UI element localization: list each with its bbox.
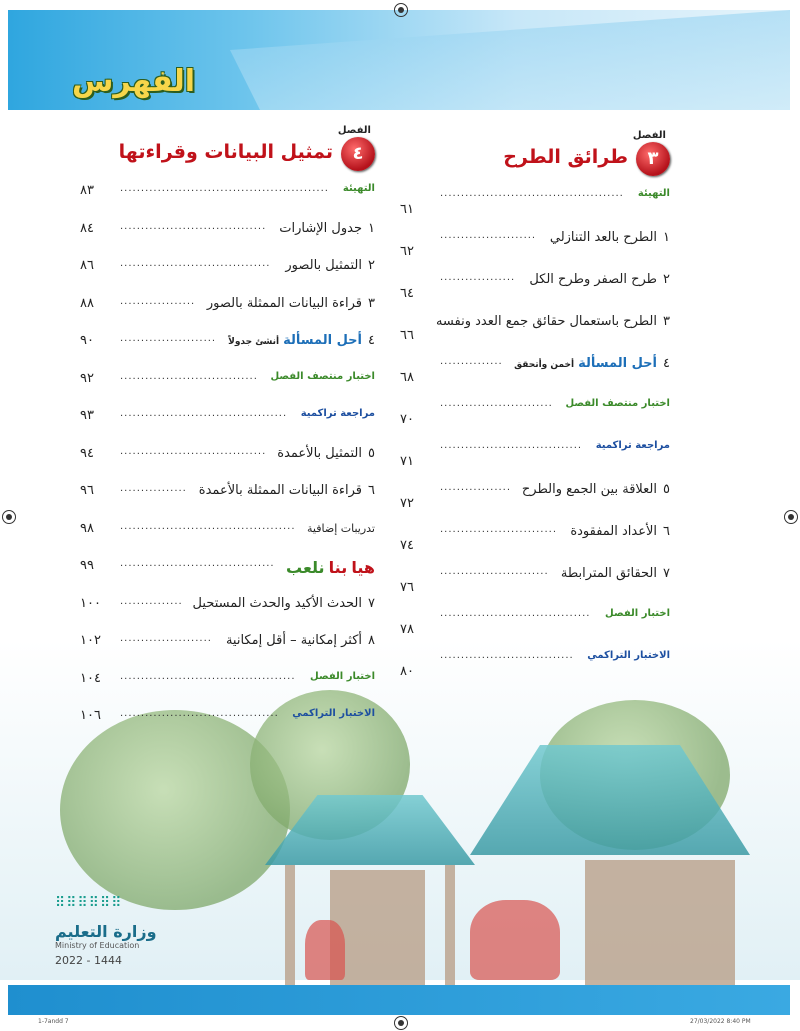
toc-entry xyxy=(561,566,670,581)
page-number: ١٠٦ xyxy=(80,708,101,723)
toc-entry xyxy=(514,356,670,371)
leader-dots: ................ xyxy=(120,483,187,494)
lets-play-word: نلعب xyxy=(286,558,325,577)
leader-dots: ............................ xyxy=(440,524,558,535)
toc-row xyxy=(400,600,670,642)
ministry-name-english: Ministry of Education xyxy=(55,941,140,950)
toc-entry-label: قراءة البيانات الممثلة بالصور xyxy=(206,295,363,311)
toc-row xyxy=(400,390,670,432)
toc-entry-label: التمثيل بالصور xyxy=(285,258,363,273)
playhouse-wall xyxy=(585,860,735,985)
page-number: ٧٤ xyxy=(400,538,414,553)
leader-dots: .................. xyxy=(440,272,516,283)
registration-mark-icon xyxy=(2,510,16,524)
lesson-number: ٨ xyxy=(368,633,375,648)
toc-entry-label: التهيئة xyxy=(342,183,375,194)
print-slug-date: 27/03/2022 8:40 PM xyxy=(690,1018,751,1025)
playhouse-post xyxy=(285,865,295,985)
page-number: ٩٩ xyxy=(80,558,94,573)
page-number: ١٠٤ xyxy=(80,670,101,686)
page-number: ٧٦ xyxy=(400,580,414,595)
toc-entry xyxy=(436,314,670,329)
toc-entry-label: اختبار منتصف الفصل xyxy=(565,398,670,409)
toc-entry-label: اختبار منتصف الفصل xyxy=(270,370,375,382)
toc-entry xyxy=(228,333,375,348)
toc-row xyxy=(80,475,375,513)
page-number: ٦٨ xyxy=(400,370,414,385)
page-number: ٦٢ xyxy=(400,244,414,259)
slide-image xyxy=(305,920,345,980)
toc-entry-label: الحدث الأكيد والحدث المستحيل xyxy=(192,595,363,611)
toc-entry xyxy=(307,521,375,536)
toc-row xyxy=(80,250,375,288)
toc-row xyxy=(80,550,375,588)
toc-entry xyxy=(550,230,670,245)
page-number: ٨٦ xyxy=(80,258,94,273)
chapter-number-badge: ٣ xyxy=(636,142,670,176)
toc-entry-label: التهيئة xyxy=(637,188,670,199)
page-number: ٨٤ xyxy=(80,220,94,236)
toc-row xyxy=(80,175,375,213)
toc-entry xyxy=(199,483,375,498)
leader-dots: .................. xyxy=(120,295,196,307)
toc-entry-label: العلاقة بين الجمع والطرح xyxy=(521,482,658,497)
ministry-logo xyxy=(55,895,205,967)
toc-entry xyxy=(279,221,375,236)
toc-row xyxy=(80,400,375,438)
leader-dots: ...................................... xyxy=(120,708,279,719)
leader-dots: ............... xyxy=(440,356,503,367)
toc-entry-label: قراءة البيانات الممثلة بالأعمدة xyxy=(198,483,363,498)
toc-entry xyxy=(596,440,670,451)
toc-entry-label: أحل المسألة xyxy=(578,356,658,371)
lets-play-word: هيا xyxy=(351,558,375,577)
leader-dots: ................................... xyxy=(120,445,267,457)
leader-dots: .................................... xyxy=(440,608,591,619)
edition-year: 2022 - 1444 xyxy=(55,954,122,967)
page-number: ١٠٢ xyxy=(80,633,101,648)
problem-solving-strategy: أخمن وأتحقق xyxy=(514,360,575,370)
lesson-number: ٢ xyxy=(663,272,670,287)
page-title: الفهرس xyxy=(72,64,196,99)
chapter-header xyxy=(400,130,670,180)
page-number: ٨٣ xyxy=(80,183,94,198)
registration-mark-icon xyxy=(784,510,798,524)
page-number: ٨٠ xyxy=(400,664,414,679)
print-slug-file: 1-7andd 7 xyxy=(38,1018,69,1025)
toc-row xyxy=(80,325,375,363)
leader-dots: .......................................... xyxy=(120,520,296,532)
toc-row xyxy=(80,588,375,626)
toc-row xyxy=(400,432,670,474)
lesson-number: ٢ xyxy=(368,258,375,273)
toc-entry xyxy=(587,650,670,661)
page-number: ١٠٠ xyxy=(80,595,101,611)
lesson-number: ٤ xyxy=(368,333,375,348)
toc-row xyxy=(400,474,670,516)
page-number: ٩٠ xyxy=(80,333,94,348)
leader-dots: ................................... xyxy=(120,220,267,232)
toc-row xyxy=(400,222,670,264)
leader-dots: .................................................. xyxy=(120,183,329,194)
ministry-name-arabic: وزارة التعليم xyxy=(55,922,157,941)
leader-dots: ........................... xyxy=(440,398,553,409)
page-number: ٦٦ xyxy=(400,328,414,343)
lesson-number: ١ xyxy=(663,230,670,245)
page-number: ٧٠ xyxy=(400,412,414,427)
problem-solving-strategy: أنشئ جدولاً xyxy=(228,337,280,347)
toc-entry-label: مراجعة تراكمية xyxy=(595,440,670,451)
chapter-word: الفصل xyxy=(337,125,371,136)
toc-row xyxy=(400,558,670,600)
leader-dots: ................................ xyxy=(440,650,574,661)
toc-entry xyxy=(193,596,375,611)
page-number: ٩٦ xyxy=(80,483,94,498)
toc-entry xyxy=(301,408,375,419)
lesson-number: ١ xyxy=(368,220,375,236)
leader-dots: ................. xyxy=(440,482,512,493)
toc-entry-label: أحل المسألة xyxy=(283,333,363,348)
leader-dots: .......................................... xyxy=(120,670,296,682)
toc-row xyxy=(80,363,375,401)
lesson-number: ٥ xyxy=(368,445,375,461)
toc-entry-label: اختبار الفصل xyxy=(605,608,670,619)
toc-entry xyxy=(605,608,670,619)
registration-mark-icon xyxy=(394,1016,408,1030)
toc-row xyxy=(80,700,375,738)
lesson-number: ٧ xyxy=(663,566,670,581)
toc-entry xyxy=(285,258,375,273)
page-number: ٩٢ xyxy=(80,370,94,386)
lets-play-word: بنا xyxy=(328,558,348,577)
toc-entry-label: اختبار الفصل xyxy=(310,670,375,682)
toc-entry xyxy=(270,371,375,382)
playhouse-post xyxy=(445,865,455,985)
slide-image xyxy=(470,900,560,980)
toc-row xyxy=(80,625,375,663)
lesson-number: ٤ xyxy=(663,356,670,371)
toc-entry-label: جدول الإشارات xyxy=(279,220,363,236)
toc-entry-label: التمثيل بالأعمدة xyxy=(277,445,363,461)
toc-entry xyxy=(570,524,670,539)
toc-entry xyxy=(638,188,670,199)
toc-entry-label: أكثر إمكانية – أقل إمكانية xyxy=(225,633,363,648)
chapter-title: تمثيل البيانات وقراءتها xyxy=(118,141,333,163)
registration-mark-icon xyxy=(394,3,408,17)
leader-dots: .................................... xyxy=(120,258,271,269)
lesson-number: ٥ xyxy=(663,482,670,497)
toc-entry-label: الطرح باستعمال حقائق جمع العدد ونفسه xyxy=(435,314,658,329)
toc-entry xyxy=(277,446,375,461)
toc-entry xyxy=(226,633,375,648)
lesson-number: ٦ xyxy=(368,483,375,498)
toc-entry-label: الاختبار التراكمي xyxy=(587,650,670,661)
toc-entry-label: مراجعة تراكمية xyxy=(300,408,375,419)
page-number: ٩٨ xyxy=(80,520,94,536)
leader-dots: .......................... xyxy=(440,566,549,577)
toc-entry-label: الطرح بالعد التنازلي xyxy=(549,230,658,245)
lesson-number: ٣ xyxy=(368,295,375,311)
lesson-number: ٧ xyxy=(368,595,375,611)
footer-band xyxy=(8,985,790,1015)
toc-row xyxy=(80,213,375,251)
toc-entry xyxy=(286,558,375,577)
lesson-number: ٦ xyxy=(663,524,670,539)
toc-entry-label: الأعداد المفقودة xyxy=(570,524,658,539)
toc-row xyxy=(400,180,670,222)
chapter-header xyxy=(80,125,375,175)
leader-dots: ..................................... xyxy=(120,558,275,569)
toc-entry xyxy=(522,482,670,497)
lesson-number: ٣ xyxy=(663,314,670,329)
leader-dots: .................................. xyxy=(440,440,583,451)
chapter-word: الفصل xyxy=(632,130,666,141)
leader-dots: ............................................ xyxy=(440,188,624,199)
toc-entry-label: تدريبات إضافية xyxy=(307,521,375,535)
leader-dots: ....................... xyxy=(120,333,217,344)
ministry-emblem-icon: ⠿⠿⠿⠿⠿⠿ xyxy=(55,895,123,911)
chapter-3-section xyxy=(400,130,670,684)
toc-entry xyxy=(565,398,670,409)
leader-dots: ...................... xyxy=(120,633,212,644)
leader-dots: ........................................ xyxy=(120,408,288,419)
toc-row xyxy=(80,513,375,551)
page-number: ٦١ xyxy=(400,202,414,217)
toc-row xyxy=(400,516,670,558)
page-number: ٧٨ xyxy=(400,622,414,637)
toc-entry xyxy=(310,671,375,682)
toc-entry-label: الاختبار التراكمي xyxy=(292,708,375,719)
leader-dots: ................................. xyxy=(120,370,258,382)
page-number: ٩٤ xyxy=(80,445,94,461)
leader-dots: ....................... xyxy=(440,230,537,241)
toc-entry xyxy=(343,183,375,194)
toc-entry-label: الحقائق المترابطة xyxy=(560,566,658,581)
page-number: ٨٨ xyxy=(80,295,94,311)
toc-row xyxy=(400,264,670,306)
toc-entry-label: طرح الصفر وطرح الكل xyxy=(529,272,658,287)
toc-row xyxy=(400,642,670,684)
leader-dots: ............... xyxy=(120,595,183,607)
toc-row xyxy=(400,306,670,348)
toc-row xyxy=(400,348,670,390)
toc-row xyxy=(80,288,375,326)
page-number: ٦٤ xyxy=(400,286,414,301)
page-number: ٧٢ xyxy=(400,496,414,511)
toc-entry xyxy=(292,708,375,719)
chapter-number-badge: ٤ xyxy=(341,137,375,171)
chapter-title: طرائق الطرح xyxy=(503,146,628,168)
toc-row xyxy=(80,663,375,701)
toc-entry xyxy=(207,296,375,311)
toc-entry xyxy=(529,272,670,287)
page-number: ٩٣ xyxy=(80,408,94,423)
chapter-4-section xyxy=(80,125,375,738)
page-number: ٧١ xyxy=(400,454,414,469)
toc-row xyxy=(80,438,375,476)
